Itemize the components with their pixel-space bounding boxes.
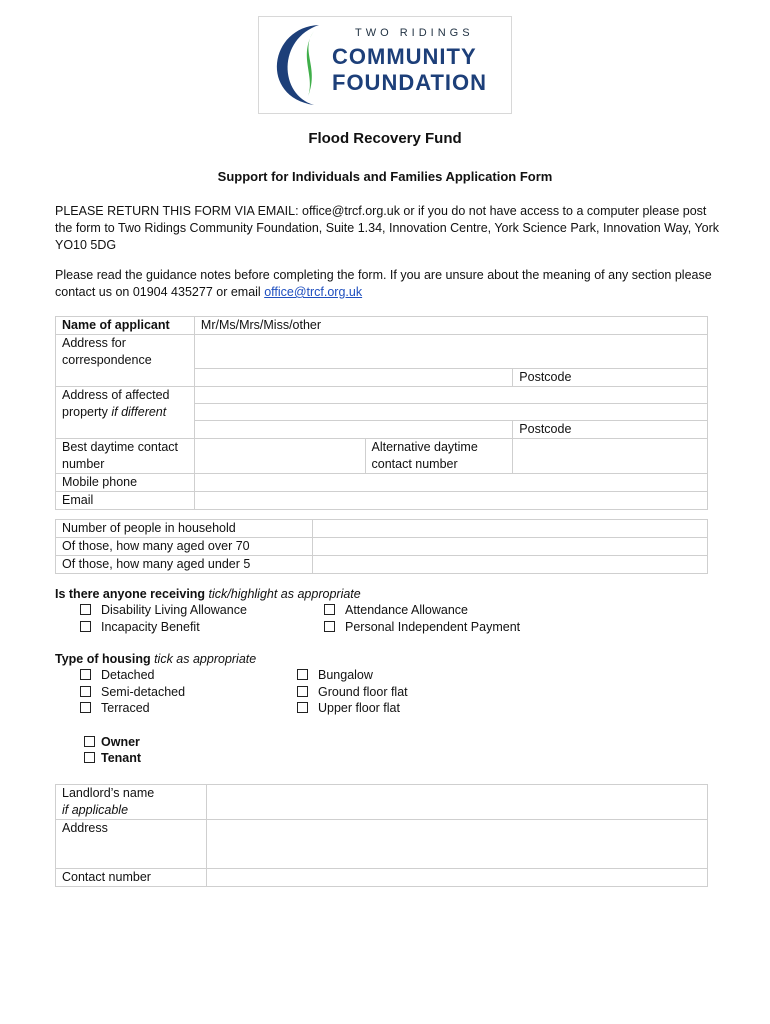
correspondence-address-label: Address for correspondence [56,335,195,387]
checkbox-incapacity-benefit[interactable]: Incapacity Benefit [80,620,200,634]
return-instructions: PLEASE RETURN THIS FORM VIA EMAIL: office@trcf.org.uk or if you do not have access to a computer please post the form to Two Ridings Community Foundation, Suite 1.34, Innovation Centre, York Science Park, Innovation Way, York YO10 5DG [55,204,720,252]
postcode-label-2[interactable]: Postcode [513,421,708,439]
checkbox-ground-floor-flat[interactable]: Ground floor flat [297,685,408,699]
checkbox-icon[interactable] [297,669,308,680]
name-field[interactable]: Mr/Ms/Mrs/Miss/other [194,317,707,335]
affected-address-label: Address of affected property if different [56,387,195,439]
logo-line-2: COMMUNITY [332,44,477,69]
under-5-label: Of those, how many aged under 5 [56,556,313,574]
landlord-address-field[interactable] [206,820,707,869]
checkbox-icon[interactable] [80,669,91,680]
checkbox-icon[interactable] [80,621,91,632]
checkbox-disability-living-allowance[interactable]: Disability Living Allowance [80,603,247,617]
daytime-contact-label: Best daytime contact number [56,439,195,474]
checkbox-icon[interactable] [84,736,95,747]
correspondence-address-field[interactable] [194,335,707,369]
affected-address-field[interactable] [194,387,707,404]
email-link[interactable]: office@trcf.org.uk [264,285,363,299]
over-70-label: Of those, how many aged over 70 [56,538,313,556]
under-5-field[interactable] [312,556,707,574]
affected-address-line-2[interactable] [194,421,512,439]
landlord-table [55,784,708,887]
landlord-name-label: Landlord’s name if applicable [56,785,207,820]
checkbox-detached[interactable]: Detached [80,668,155,682]
name-label: Name of applicant [56,317,195,335]
logo-line-1: TWO RIDINGS [355,27,474,39]
checkbox-attendance-allowance[interactable]: Attendance Allowance [324,603,468,617]
checkbox-icon[interactable] [80,686,91,697]
correspondence-address-line[interactable] [194,369,512,387]
checkbox-semi-detached[interactable]: Semi-detached [80,685,185,699]
housing-heading: Type of housing tick as appropriate [55,652,257,666]
applicant-table [55,316,708,510]
over-70-field[interactable] [312,538,707,556]
checkbox-icon[interactable] [297,686,308,697]
checkbox-icon[interactable] [84,752,95,763]
household-count-label: Number of people in household [56,520,313,538]
email-field[interactable] [194,492,707,510]
benefits-heading: Is there anyone receiving tick/highlight as appropriate [55,587,361,601]
checkbox-tenant[interactable]: Tenant [84,751,141,765]
checkbox-owner[interactable]: Owner [84,735,140,749]
landlord-name-field[interactable] [206,785,707,820]
logo-line-3: FOUNDATION [332,70,488,95]
postcode-label-1[interactable]: Postcode [513,369,708,387]
checkbox-personal-independent-payment[interactable]: Personal Independent Payment [324,620,520,634]
landlord-address-label: Address [56,820,207,869]
foundation-logo [258,16,512,114]
household-table [55,519,708,574]
page-title: Flood Recovery Fund [308,130,462,147]
affected-address-line[interactable] [194,404,707,421]
checkbox-bungalow[interactable]: Bungalow [297,668,373,682]
email-label: Email [56,492,195,510]
checkbox-terraced[interactable]: Terraced [80,701,150,715]
landlord-contact-label: Contact number [56,869,207,887]
checkbox-icon[interactable] [80,702,91,713]
checkbox-icon[interactable] [80,604,91,615]
guidance-note [55,267,720,301]
form-subtitle: Support for Individuals and Families Application Form [217,169,553,184]
checkbox-upper-floor-flat[interactable]: Upper floor flat [297,701,400,715]
checkbox-icon[interactable] [324,621,335,632]
mobile-label: Mobile phone [56,474,195,492]
mobile-field[interactable] [194,474,707,492]
landlord-contact-field[interactable] [206,869,707,887]
daytime-contact-field[interactable] [194,439,365,474]
household-count-field[interactable] [312,520,707,538]
guidance-text: Please read the guidance notes before completing the form. If you are unsure about the meaning of any section please contact us on 01904 435277 or email [55,268,712,299]
checkbox-icon[interactable] [297,702,308,713]
alt-daytime-label: Alternative daytime contact number [365,439,513,474]
checkbox-icon[interactable] [324,604,335,615]
alt-daytime-field[interactable] [513,439,708,474]
